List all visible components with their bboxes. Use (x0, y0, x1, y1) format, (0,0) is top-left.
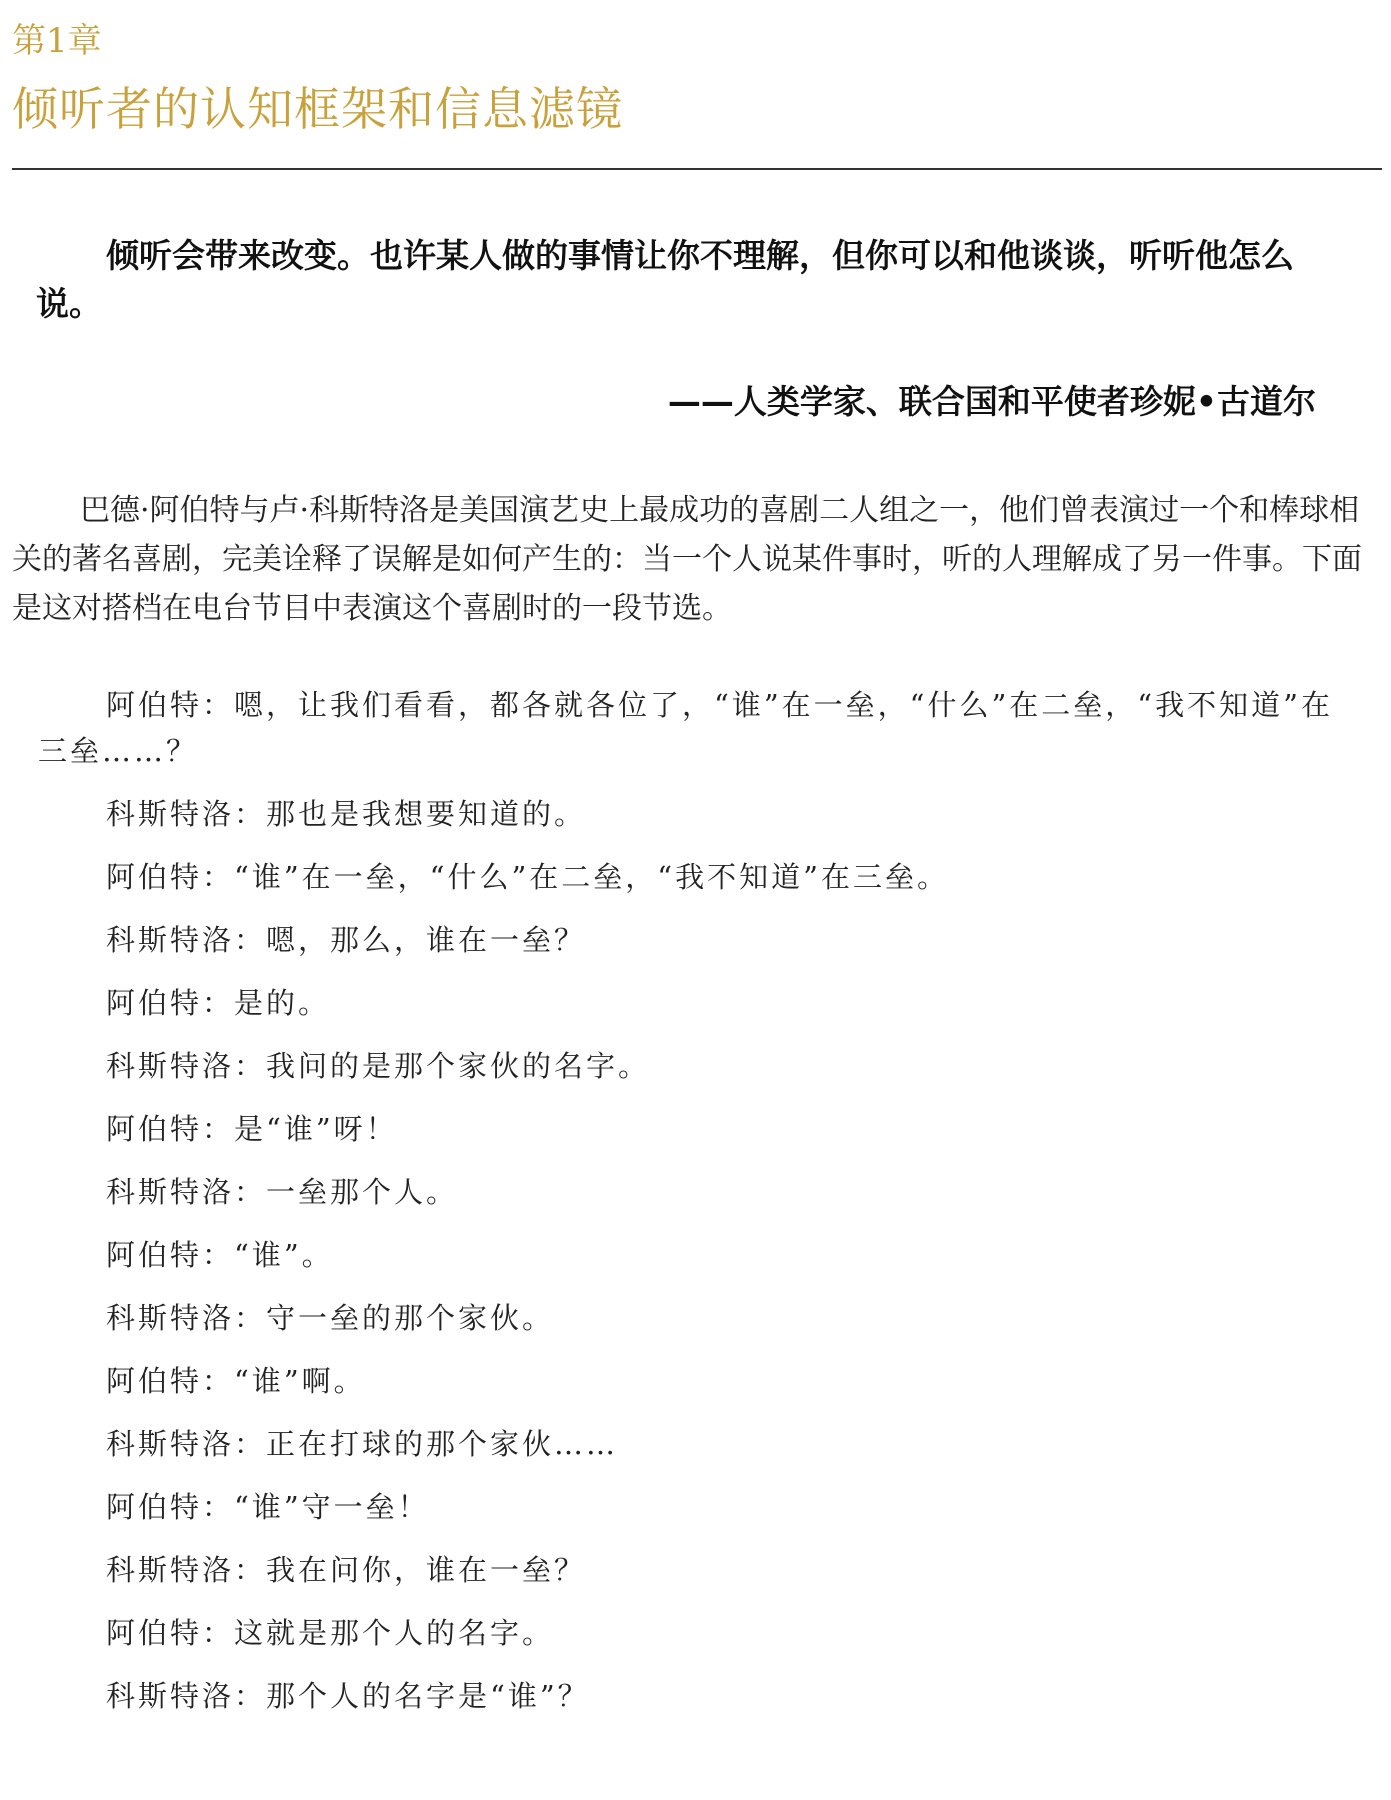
dialogue-line: 阿伯特：“谁”。 (106, 1238, 334, 1272)
chapter-label: 第1章 (12, 21, 102, 61)
dialogue-line: 阿伯特：“谁”啊。 (106, 1364, 366, 1398)
dialogue-line: 科斯特洛：那也是我想要知道的。 (106, 797, 587, 831)
intro-paragraph: 巴德·阿伯特与卢·科斯特洛是美国演艺史上最成功的喜剧二人组之一，他们曾表演过一个和棒球相关的著名喜剧，完美诠释了误解是如何产生的：当一个人说某件事时，听的人理解成了另一件事。下面是这对搭档在电台节目中表演这个喜剧时的一段节选。 (12, 493, 1362, 626)
dialogue-line: 阿伯特：这就是那个人的名字。 (106, 1616, 555, 1650)
chapter-header (12, 18, 1382, 142)
epigraph (36, 232, 1356, 426)
dialogue-line: 科斯特洛：守一垒的那个家伙。 (106, 1301, 555, 1335)
chapter-title: 倾听者的认知框架和信息滤镜 (12, 82, 623, 136)
header-divider (12, 168, 1382, 170)
dialogue-line: 科斯特洛：那个人的名字是“谁”？ (106, 1679, 590, 1713)
dialogue-line: 阿伯特：“谁”在一垒，“什么”在二垒，“我不知道”在三垒。 (106, 860, 949, 894)
dialogue-line: 科斯特洛：正在打球的那个家伙…… (106, 1427, 619, 1461)
dialogue-line: 科斯特洛：我问的是那个家伙的名字。 (106, 1049, 651, 1083)
dialogue-line: 科斯特洛：我在问你，谁在一垒？ (106, 1553, 587, 1587)
dialogue-line: 科斯特洛：嗯，那么，谁在一垒？ (106, 923, 587, 957)
dialogue-line: 科斯特洛：一垒那个人。 (106, 1175, 459, 1209)
dialogue-line: 阿伯特：是“谁”呀！ (106, 1112, 398, 1146)
epigraph-quote: 倾听会带来改变。也许某人做的事情让你不理解，但你可以和他谈谈，听听他怎么说。 (36, 236, 1294, 323)
dialogue-line: 阿伯特：嗯，让我们看看，都各就各位了，“谁”在一垒，“什么”在二垒，“我不知道”在三垒……？ (38, 688, 1333, 768)
dialogue-line: 阿伯特：是的。 (106, 986, 331, 1020)
dialogue-list (38, 682, 1338, 1736)
epigraph-attribution: ——人类学家、联合国和平使者珍妮•古道尔 (667, 382, 1316, 421)
dialogue-line: 阿伯特：“谁”守一垒！ (106, 1490, 430, 1524)
